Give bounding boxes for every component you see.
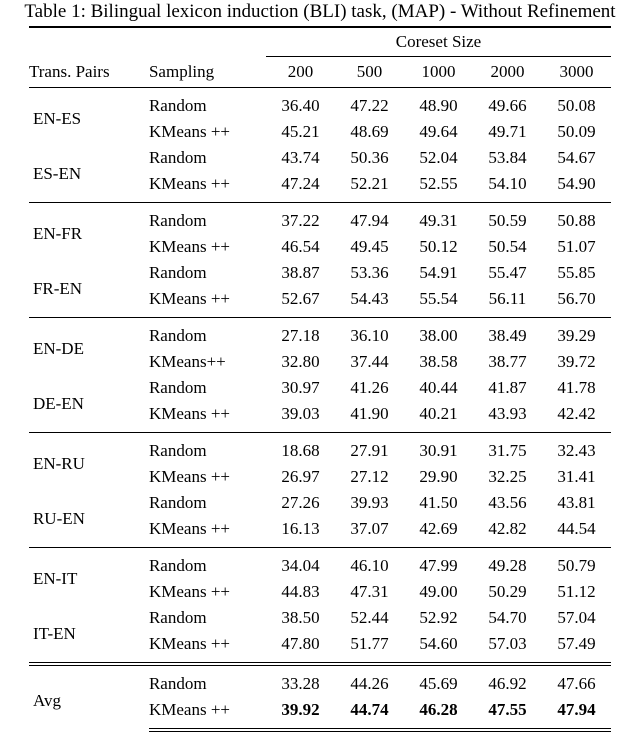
- value-cell: 46.92: [473, 664, 542, 697]
- value-cell: 54.91: [419, 263, 458, 282]
- sampling-cell: Random: [148, 96, 207, 115]
- table-row: [29, 145, 611, 171]
- value-cell: 31.75: [473, 433, 542, 465]
- value-cell: 54.10: [488, 174, 527, 193]
- value-cell: 50.79: [542, 548, 611, 580]
- sampling-cell: KMeans ++: [148, 467, 230, 486]
- table-row: [29, 490, 611, 516]
- value-cell: 48.90: [419, 96, 458, 115]
- value-cell: 50.29: [488, 582, 527, 601]
- value-cell: 38.58: [419, 352, 458, 371]
- value-cell: 52.44: [350, 608, 389, 627]
- value-cell: 50.08: [557, 96, 596, 115]
- value-cell: 43.81: [557, 493, 596, 512]
- value-cell: 47.94: [542, 697, 611, 730]
- value-cell: 36.10: [335, 318, 404, 350]
- sampling-cell: KMeans ++: [148, 634, 230, 653]
- value-cell: 50.59: [473, 203, 542, 235]
- value-cell: 26.97: [281, 467, 320, 486]
- sampling-cell: Random: [148, 378, 207, 397]
- table-row: [29, 260, 611, 286]
- value-cell: 42.42: [557, 404, 596, 423]
- value-cell: 54.43: [350, 289, 389, 308]
- value-cell: 44.26: [335, 664, 404, 697]
- value-cell: 51.12: [557, 582, 596, 601]
- pair-cell: EN-RU: [29, 433, 149, 491]
- value-cell: 38.49: [473, 318, 542, 350]
- value-cell: 56.70: [557, 289, 596, 308]
- sampling-cell: Random: [149, 318, 266, 350]
- value-cell: 55.54: [419, 289, 458, 308]
- value-cell: 47.99: [404, 548, 473, 580]
- value-cell: 55.85: [557, 263, 596, 282]
- value-cell: 39.93: [350, 493, 389, 512]
- sampling-cell: Random: [149, 203, 266, 235]
- value-cell: 45.21: [281, 122, 320, 141]
- value-cell: 44.54: [557, 519, 596, 538]
- pair-cell: DE-EN: [32, 393, 84, 413]
- sampling-cell: KMeans ++: [148, 174, 230, 193]
- value-cell: 37.22: [266, 203, 335, 235]
- value-cell: 47.80: [281, 634, 320, 653]
- col-header-1000: 1000: [404, 57, 473, 88]
- value-cell: 52.92: [419, 608, 458, 627]
- value-cell: 41.26: [350, 378, 389, 397]
- table-row: [29, 548, 611, 580]
- value-cell: 42.82: [488, 519, 527, 538]
- value-cell: 47.31: [350, 582, 389, 601]
- value-cell: 57.03: [488, 634, 527, 653]
- value-cell: 38.00: [404, 318, 473, 350]
- value-cell: 31.41: [557, 467, 596, 486]
- value-cell: 57.49: [557, 634, 596, 653]
- value-cell: 27.12: [350, 467, 389, 486]
- value-cell: 34.04: [266, 548, 335, 580]
- value-cell: 54.90: [557, 174, 596, 193]
- value-cell: 16.13: [281, 519, 320, 538]
- value-cell: 46.54: [281, 237, 320, 256]
- sampling-cell: KMeans ++: [148, 519, 230, 538]
- value-cell: 38.50: [281, 608, 320, 627]
- value-cell: 52.04: [419, 148, 458, 167]
- value-cell: 37.07: [350, 519, 389, 538]
- value-cell: 27.91: [335, 433, 404, 465]
- value-cell: 27.26: [281, 493, 320, 512]
- sampling-cell: Random: [148, 608, 207, 627]
- value-cell: 46.28: [404, 697, 473, 730]
- pair-cell: FR-EN: [32, 278, 83, 298]
- table-caption: Table 1: Bilingual lexicon induction (BLI) task, (MAP) - Without Refinement: [24, 1, 616, 22]
- value-cell: 39.29: [542, 318, 611, 350]
- coreset-header-row: [29, 27, 611, 57]
- coreset-size-label: Coreset Size: [266, 27, 611, 57]
- table-row: [29, 203, 611, 235]
- value-cell: 48.69: [350, 122, 389, 141]
- pair-cell: EN-ES: [32, 109, 82, 128]
- value-cell: 29.90: [419, 467, 458, 486]
- value-cell: 50.09: [557, 122, 596, 141]
- value-cell: 45.69: [404, 664, 473, 697]
- value-cell: 37.44: [350, 352, 389, 371]
- value-cell: 49.31: [404, 203, 473, 235]
- col-header-trans-pairs: Trans. Pairs: [29, 57, 149, 88]
- col-header-3000: 3000: [542, 57, 611, 88]
- value-cell: 47.94: [335, 203, 404, 235]
- value-cell: 51.07: [557, 237, 596, 256]
- value-cell: 50.12: [419, 237, 458, 256]
- value-cell: 55.47: [488, 263, 527, 282]
- table-row: [29, 433, 611, 465]
- value-cell: 57.04: [557, 608, 596, 627]
- value-cell: 46.10: [335, 548, 404, 580]
- value-cell: 54.60: [419, 634, 458, 653]
- sampling-cell: KMeans ++: [148, 582, 230, 601]
- col-header-200: 200: [266, 57, 335, 88]
- value-cell: 33.28: [266, 664, 335, 697]
- value-cell: 30.97: [281, 378, 320, 397]
- sampling-cell: Random: [148, 493, 207, 512]
- value-cell: 43.56: [488, 493, 527, 512]
- value-cell: 30.91: [404, 433, 473, 465]
- value-cell: 47.22: [350, 96, 389, 115]
- value-cell: 38.87: [281, 263, 320, 282]
- value-cell: 39.92: [266, 697, 335, 730]
- value-cell: 53.84: [488, 148, 527, 167]
- value-cell: 50.36: [350, 148, 389, 167]
- value-cell: 51.77: [350, 634, 389, 653]
- value-cell: 18.68: [266, 433, 335, 465]
- value-cell: 41.50: [419, 493, 458, 512]
- value-cell: 44.83: [281, 582, 320, 601]
- pair-cell: Avg: [29, 664, 149, 730]
- value-cell: 41.78: [557, 378, 596, 397]
- value-cell: 27.18: [266, 318, 335, 350]
- value-cell: 36.40: [281, 96, 320, 115]
- sampling-cell: Random: [149, 433, 266, 465]
- value-cell: 52.55: [419, 174, 458, 193]
- value-cell: 49.71: [488, 122, 527, 141]
- value-cell: 38.77: [488, 352, 527, 371]
- table-header: [29, 27, 611, 88]
- value-cell: 43.93: [488, 404, 527, 423]
- sampling-cell: Random: [149, 664, 266, 697]
- value-cell: 49.28: [473, 548, 542, 580]
- value-cell: 44.74: [335, 697, 404, 730]
- value-cell: 32.43: [542, 433, 611, 465]
- value-cell: 47.24: [281, 174, 320, 193]
- value-cell: 49.64: [419, 122, 458, 141]
- sampling-cell: KMeans ++: [148, 237, 230, 256]
- value-cell: 43.74: [281, 148, 320, 167]
- sampling-cell: Random: [148, 263, 207, 282]
- sampling-cell: KMeans ++: [148, 122, 230, 141]
- value-cell: 50.54: [488, 237, 527, 256]
- pair-cell: IT-EN: [32, 623, 76, 643]
- results-table: [29, 26, 611, 732]
- value-cell: 52.21: [350, 174, 389, 193]
- sampling-cell: KMeans ++: [149, 697, 266, 730]
- value-cell: 49.45: [350, 237, 389, 256]
- value-cell: 54.70: [488, 608, 527, 627]
- value-cell: 40.44: [419, 378, 458, 397]
- value-cell: 49.00: [419, 582, 458, 601]
- sampling-cell: KMeans++: [148, 352, 226, 371]
- value-cell: 47.55: [473, 697, 542, 730]
- value-cell: 56.11: [488, 289, 527, 308]
- pair-cell: EN-FR: [29, 203, 149, 261]
- value-cell: 53.36: [350, 263, 389, 282]
- table-row: [29, 605, 611, 631]
- value-cell: 54.67: [557, 148, 596, 167]
- value-cell: 40.21: [419, 404, 458, 423]
- table-row: [29, 375, 611, 401]
- table-body: [29, 88, 611, 731]
- column-header-row: [29, 57, 611, 88]
- value-cell: 50.88: [542, 203, 611, 235]
- table-row: [29, 318, 611, 350]
- value-cell: 41.90: [350, 404, 389, 423]
- table-row: [29, 88, 611, 120]
- table-caption-wrap: [0, 0, 640, 24]
- value-cell: 41.87: [488, 378, 527, 397]
- col-header-sampling: Sampling: [149, 57, 266, 88]
- sampling-cell: KMeans ++: [148, 289, 230, 308]
- value-cell: 49.66: [488, 96, 527, 115]
- value-cell: 39.03: [281, 404, 320, 423]
- sampling-cell: Random: [148, 148, 207, 167]
- value-cell: 32.25: [488, 467, 527, 486]
- value-cell: 52.67: [281, 289, 320, 308]
- value-cell: 42.69: [419, 519, 458, 538]
- value-cell: 39.72: [557, 352, 596, 371]
- col-header-500: 500: [335, 57, 404, 88]
- pair-cell: ES-EN: [32, 163, 82, 183]
- coreset-header-spacer: [29, 27, 266, 57]
- pair-cell: EN-DE: [29, 318, 149, 376]
- value-cell: 32.80: [281, 352, 320, 371]
- pair-cell: EN-IT: [29, 548, 149, 606]
- table-row: [29, 664, 611, 697]
- col-header-2000: 2000: [473, 57, 542, 88]
- pair-cell: RU-EN: [32, 508, 85, 528]
- sampling-cell: Random: [149, 548, 266, 580]
- sampling-cell: KMeans ++: [148, 404, 230, 423]
- value-cell: 47.66: [542, 664, 611, 697]
